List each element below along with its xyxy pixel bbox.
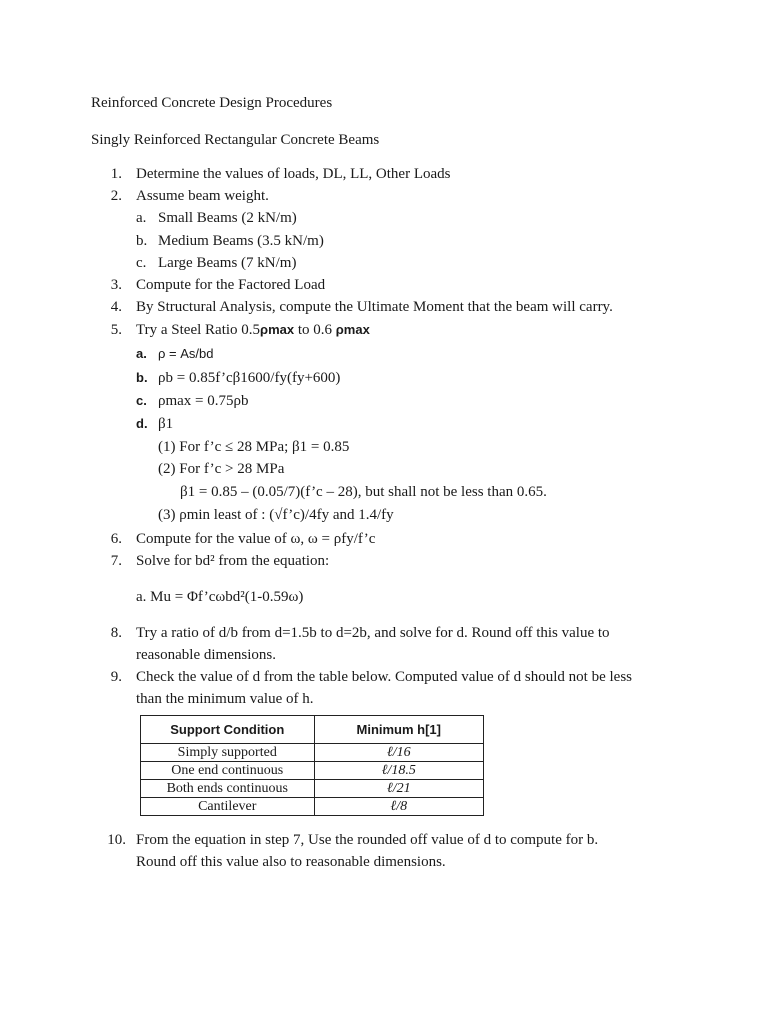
- step-text: Check the value of d from the table below. Computed value of d should not be less: [136, 669, 632, 685]
- sub-step-label: d.: [136, 416, 148, 431]
- step-number: 1.: [110, 166, 122, 182]
- sub-step-text: ρ = As/bd: [158, 346, 214, 361]
- step-text: Determine the values of loads, DL, LL, Other Loads: [136, 166, 451, 182]
- support-condition-cell: One end continuous: [141, 762, 315, 780]
- step-text: [136, 321, 370, 339]
- step-text: Assume beam weight.: [136, 188, 269, 204]
- step-number: 2.: [110, 188, 122, 204]
- table-row: [141, 780, 484, 798]
- rho-min-condition: (3) ρmin least of : (√f’c)/4fy and 1.4/fy: [158, 507, 394, 523]
- header-minimum-h: Minimum h[1]: [314, 716, 484, 744]
- header-support-condition: Support Condition: [141, 716, 315, 744]
- step-text: Compute for the value of ω, ω = ρfy/f’c: [136, 531, 376, 547]
- table-row: [141, 762, 484, 780]
- step-number: 5.: [110, 322, 122, 338]
- sub-step-label: a.: [136, 346, 147, 361]
- step-text: From the equation in step 7, Use the rounded off value of d to compute for b.: [136, 832, 599, 848]
- minimum-h-cell: ℓ/18.5: [314, 762, 484, 780]
- step-text: Solve for bd² from the equation:: [136, 553, 330, 569]
- rho-max-symbol: ρmax: [335, 322, 370, 337]
- sub-step-label: a.: [136, 210, 147, 226]
- beta-condition: (2) For f’c > 28 MPa: [158, 461, 285, 477]
- sub-step-text: Large Beams (7 kN/m): [158, 255, 297, 271]
- step-number: 9.: [110, 669, 122, 685]
- minimum-h-cell: ℓ/21: [314, 780, 484, 798]
- step-text: Try a ratio of d/b from d=1.5b to d=2b, and solve for d. Round off this value to: [136, 625, 610, 641]
- table-row: [141, 744, 484, 762]
- step-text: By Structural Analysis, compute the Ultimate Moment that the beam will carry.: [136, 299, 613, 315]
- sub-step-label: b.: [136, 233, 148, 249]
- sub-step-text: Small Beams (2 kN/m): [158, 210, 297, 226]
- beta-formula: β1 = 0.85 – (0.05/7)(f’c – 28), but shall not be less than 0.65.: [180, 484, 547, 500]
- table-header-row: [141, 716, 484, 744]
- sub-step-label: b.: [136, 370, 148, 385]
- sub-step-text: ρmax = 0.75ρb: [158, 393, 249, 409]
- sub-step-text: β1: [158, 416, 174, 432]
- step-text: Compute for the Factored Load: [136, 277, 326, 293]
- step-text-continued: reasonable dimensions.: [136, 647, 276, 663]
- minimum-depth-table: [140, 715, 484, 816]
- minimum-h-cell: ℓ/16: [314, 744, 484, 762]
- step-number: 3.: [110, 277, 122, 293]
- step-number: 10.: [107, 832, 126, 848]
- sub-step-text: ρb = 0.85f’cβ1600/fy(fy+600): [158, 370, 341, 386]
- sub-step-label: c.: [136, 393, 147, 408]
- page-title: Reinforced Concrete Design Procedures: [91, 95, 333, 111]
- section-subtitle: Singly Reinforced Rectangular Concrete Beams: [91, 132, 380, 148]
- support-condition-cell: Simply supported: [141, 744, 315, 762]
- step-number: 6.: [110, 531, 122, 547]
- sub-step-text: Medium Beams (3.5 kN/m): [158, 233, 324, 249]
- minimum-h-cell: ℓ/8: [314, 798, 484, 816]
- step-text-continued: than the minimum value of h.: [136, 691, 314, 707]
- step-number: 4.: [110, 299, 122, 315]
- step-number: 7.: [110, 553, 122, 569]
- step-number: 8.: [110, 625, 122, 641]
- support-condition-cell: Both ends continuous: [141, 780, 315, 798]
- beta-condition: (1) For f’c ≤ 28 MPa; β1 = 0.85: [158, 439, 350, 455]
- support-condition-cell: Cantilever: [141, 798, 315, 816]
- rho-max-symbol: ρmax: [260, 322, 295, 337]
- step-text-part: Try a Steel Ratio 0.5: [136, 322, 261, 338]
- step-text-continued: Round off this value also to reasonable dimensions.: [136, 854, 446, 870]
- moment-equation: a. Mu = Φf’cωbd²(1-0.59ω): [136, 589, 304, 605]
- sub-step-label: c.: [136, 255, 147, 271]
- step-text-part: to 0.6: [294, 322, 336, 338]
- table-row: [141, 798, 484, 816]
